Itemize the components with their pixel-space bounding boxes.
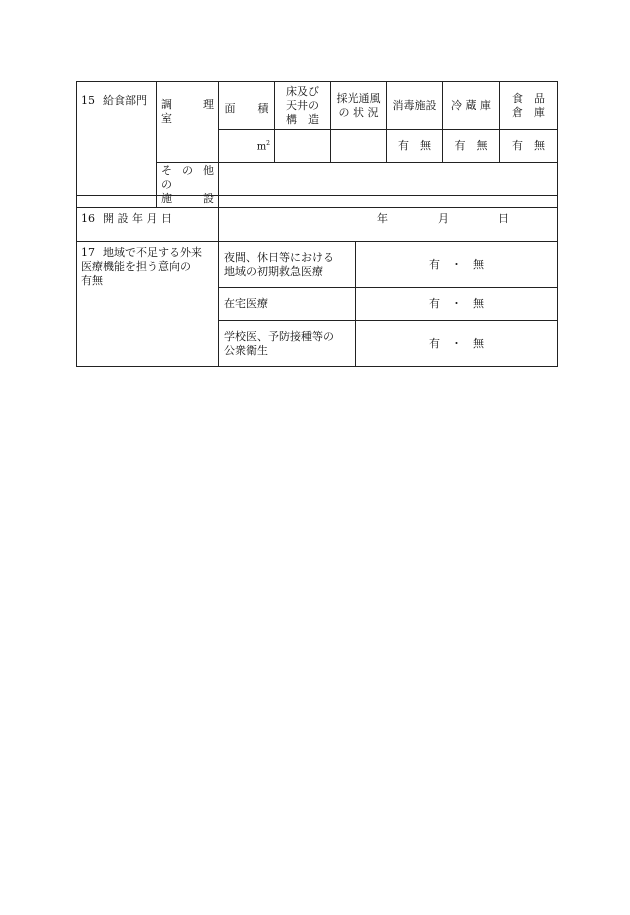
opening-date-value-cell[interactable] bbox=[219, 196, 558, 242]
refrigerator-header-text: 冷 蔵 庫 bbox=[451, 98, 491, 112]
disinfection-value-cell[interactable] bbox=[387, 130, 443, 163]
section-17-title bbox=[77, 242, 219, 367]
area-header bbox=[219, 82, 275, 130]
refrigerator-value: 有 無 bbox=[454, 139, 488, 152]
food-storage-header bbox=[500, 82, 558, 130]
section-15-title bbox=[77, 82, 157, 208]
public-health-value-cell[interactable] bbox=[356, 321, 558, 367]
other-facilities-line2: 施 設 bbox=[161, 192, 214, 205]
area-unit: m bbox=[256, 141, 267, 153]
home-care-value: 有 ・ 無 bbox=[429, 297, 484, 310]
home-care-text: 在宅医療 bbox=[224, 297, 268, 310]
refrigerator-value-cell[interactable] bbox=[443, 130, 500, 163]
public-health-value: 有 ・ 無 bbox=[429, 336, 484, 350]
food-storage-value-cell[interactable] bbox=[500, 130, 558, 163]
kitchen-section-table bbox=[76, 81, 558, 208]
lighting-header bbox=[331, 82, 387, 130]
outpatient-function-table bbox=[76, 241, 558, 367]
opening-date-label-text: 開 設 年 月 日 bbox=[103, 211, 172, 225]
area-header-text: 面 積 bbox=[224, 101, 269, 115]
section-17-number: 17 bbox=[81, 246, 95, 259]
disinfection-header-text: 消毒施設 bbox=[392, 98, 437, 112]
disinfection-value: 有 無 bbox=[398, 139, 431, 152]
floor-ceiling-header bbox=[275, 82, 331, 130]
emergency-care-value-cell[interactable] bbox=[356, 242, 558, 288]
section-17-line1: 地域で不足する外来 bbox=[103, 246, 202, 259]
emergency-care-line2: 地域の初期救急医療 bbox=[224, 264, 323, 278]
floor-ceiling-line2: 天井の bbox=[286, 98, 319, 112]
emergency-care-line1: 夜間、休日等における bbox=[224, 250, 334, 264]
disinfection-header bbox=[387, 82, 443, 130]
section-17-line2: 医療機能を担う意向の bbox=[81, 260, 191, 273]
opening-date-table bbox=[76, 195, 558, 242]
floor-ceiling-line3: 構 造 bbox=[286, 112, 319, 126]
refrigerator-header bbox=[443, 82, 500, 130]
emergency-care-value: 有 ・ 無 bbox=[429, 257, 484, 271]
section-15-label: 給食部門 bbox=[103, 94, 147, 107]
lighting-line1: 採光通風 bbox=[336, 91, 381, 105]
section-16-number: 16 bbox=[81, 211, 95, 225]
kitchen-label-text: 調 理 室 bbox=[161, 98, 225, 125]
opening-date-label bbox=[77, 196, 219, 242]
food-storage-line1: 食 品 bbox=[512, 91, 545, 105]
public-health-line1: 学校医、予防接種等の bbox=[224, 329, 334, 343]
kitchen-label bbox=[157, 82, 225, 163]
area-unit-sup: 2 bbox=[266, 140, 270, 148]
home-care-value-cell[interactable] bbox=[356, 288, 558, 321]
floor-ceiling-value-cell[interactable] bbox=[275, 130, 331, 163]
other-facilities-line1: そ の 他 の bbox=[161, 164, 214, 191]
home-care-label bbox=[219, 288, 356, 321]
lighting-value-cell[interactable] bbox=[331, 130, 387, 163]
public-health-label bbox=[219, 321, 356, 367]
year-label: 年 bbox=[377, 212, 388, 225]
section-17-line3: 有無 bbox=[81, 274, 103, 287]
day-label: 日 bbox=[498, 212, 509, 225]
floor-ceiling-line1: 床及び bbox=[286, 84, 319, 98]
public-health-line2: 公衆衛生 bbox=[224, 343, 268, 357]
section-15-number: 15 bbox=[81, 94, 95, 107]
month-label: 月 bbox=[438, 212, 449, 225]
emergency-care-label bbox=[219, 242, 356, 288]
area-value-cell[interactable] bbox=[219, 130, 275, 163]
food-storage-line2: 倉 庫 bbox=[512, 105, 545, 119]
lighting-line2: の 状 況 bbox=[338, 105, 379, 119]
food-storage-value: 有 無 bbox=[512, 139, 545, 152]
